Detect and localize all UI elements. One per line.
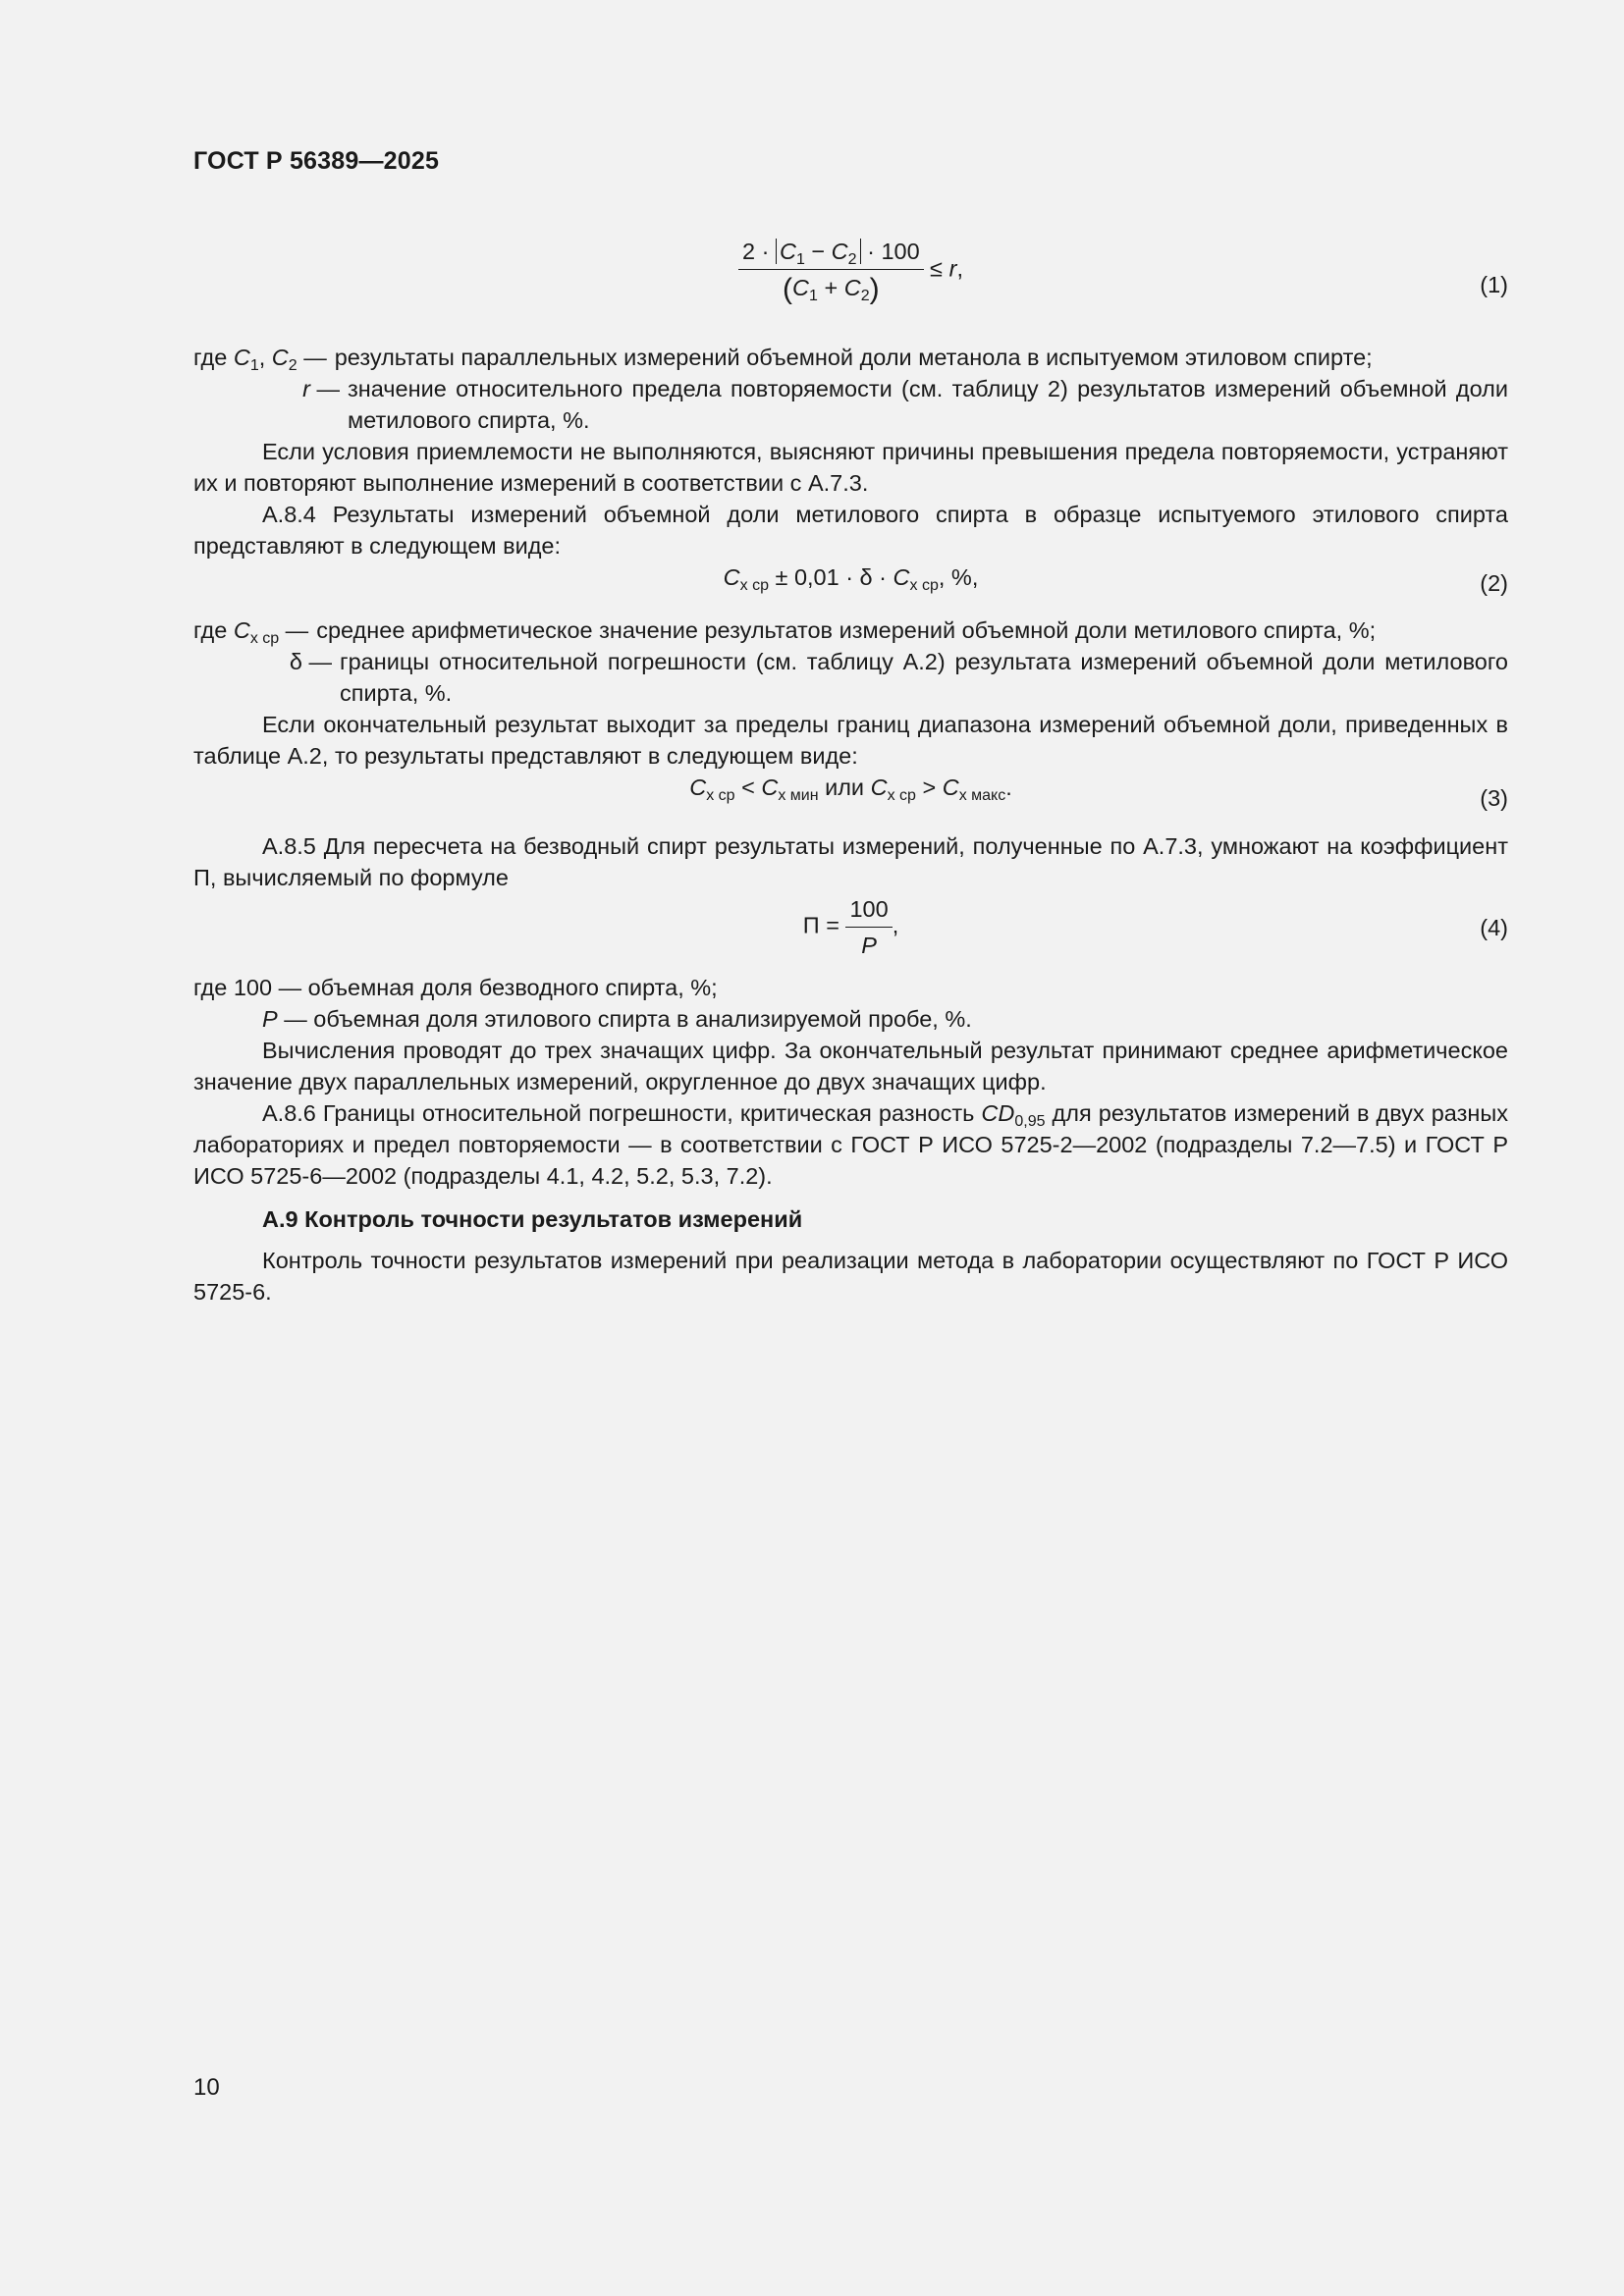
definition-r	[193, 373, 1508, 436]
formula-1-number: (1)	[1480, 272, 1508, 297]
paragraph-a-8-5: А.8.5 Для пересчета на безводный спирт результаты измерений, полученные по А.7.3, умножают на коэффициент П, вычисляемый по формуле	[193, 833, 1508, 890]
section-heading-a-9: А.9 Контроль точности результатов измерений	[262, 1206, 803, 1232]
paragraph-a-8-4: А.8.4 Результаты измерений объемной доли метилового спирта в образце испытуемого этилового спирта представляют в следующем виде:	[193, 502, 1508, 559]
paragraph-a-9: Контроль точности результатов измерений при реализации метода в лаборатории осуществляют по ГОСТ Р ИСО 5725-6.	[193, 1248, 1508, 1305]
formula-3-expression: $C_{x ср} < C_{x мин}$ или $C_{x ср} > C_{x макс}$.	[689, 774, 1012, 804]
formula-2-expression: $C_{x ср} \pm 0,01 \cdot \delta \cdot C_{x ср}$, %,	[723, 564, 979, 594]
absolute-value: $C_1 - C_2$	[776, 239, 861, 264]
definition-description: среднее арифметическое значение результатов измерений объемной доли метилового спирта, %;	[316, 617, 1377, 643]
document-header: ГОСТ Р 56389—2025	[193, 147, 440, 175]
definition-description: значение относительного предела повторяемости (см. таблицу 2) результатов измерений объемной доли метилового спирта, %.	[348, 376, 1508, 433]
formula-3-number: (3)	[1480, 785, 1508, 811]
formula-2	[193, 561, 1508, 605]
page-number: 10	[193, 2074, 220, 2101]
definition-100: где 100 — объемная доля безводного спирта, %;	[193, 975, 718, 1000]
definition-term: r —	[302, 376, 340, 401]
document-body	[193, 236, 1508, 1308]
paragraph-range-exceeded: Если окончательный результат выходит за пределы границ диапазона измерений объемной доли, приведенных в таблице А.2, то результаты представляют в следующем виде:	[193, 712, 1508, 769]
definition-cx-avg	[193, 614, 1508, 646]
definition-description: границы относительной погрешности (см. таблицу А.2) результата измерений объемной доли метилового спирта, %.	[340, 649, 1508, 706]
formula-2-number: (2)	[1480, 570, 1508, 596]
definition-c1-c2	[193, 342, 1508, 373]
formula-3	[193, 772, 1508, 825]
formula-1-denominator: $(C_1 + C_2)$	[783, 273, 880, 305]
formula-1-numerator: $2 \cdot C_1 - C_2 \cdot 100$	[738, 236, 924, 270]
paragraph-calculations: Вычисления проводят до трех значащих цифр. За окончательный результат принимают среднее арифметическое значение двух параллельных измерений, округленное до двух значащих цифр.	[193, 1038, 1508, 1095]
formula-1	[193, 236, 1508, 334]
formula-1-expression: $\frac{2 \cdot C_1 - C_2 \cdot 100}{(C_1 + C_2)}$ ≤ r,	[738, 236, 963, 305]
definition-delta	[193, 646, 1508, 709]
definition-term: где $C_1$, $C_2$ —	[193, 345, 327, 374]
formula-4-expression: П = $\frac{100}{P}$ ,	[803, 893, 898, 961]
definition-term: где $C_{x ср}$ —	[193, 617, 309, 647]
definition-p: P — объемная доля этилового спирта в анализируемой пробе, %.	[262, 1006, 972, 1032]
definition-description: результаты параллельных измерений объемной доли метанола в испытуемом этиловом спирте;	[334, 345, 1373, 370]
paragraph-a-8-6: А.8.6 Границы относительной погрешности, критическая разность $CD_{0,95}$ для результатов измерений в двух разных лабораториях и предел повторяемости — в соответствии с ГОСТ Р ИСО 5725-2—2002 (подразделы 7.2—7.5) и ГОСТ Р ИСО 5725-6—2002 (подразделы 4.1, 4.2, 5.2, 5.3, 7.2).	[193, 1100, 1508, 1189]
formula-4-number: (4)	[1480, 915, 1508, 940]
formula-4-fraction: $\frac{100}{P}$	[845, 893, 892, 961]
definition-term: δ —	[289, 649, 332, 674]
paragraph-acceptance: Если условия приемлемости не выполняются, выясняют причины превышения предела повторяемости, устраняют их и повторяют выполнение измерений в соответствии с А.7.3.	[193, 439, 1508, 496]
formula-4	[193, 893, 1508, 962]
formula-1-fraction	[738, 236, 924, 305]
